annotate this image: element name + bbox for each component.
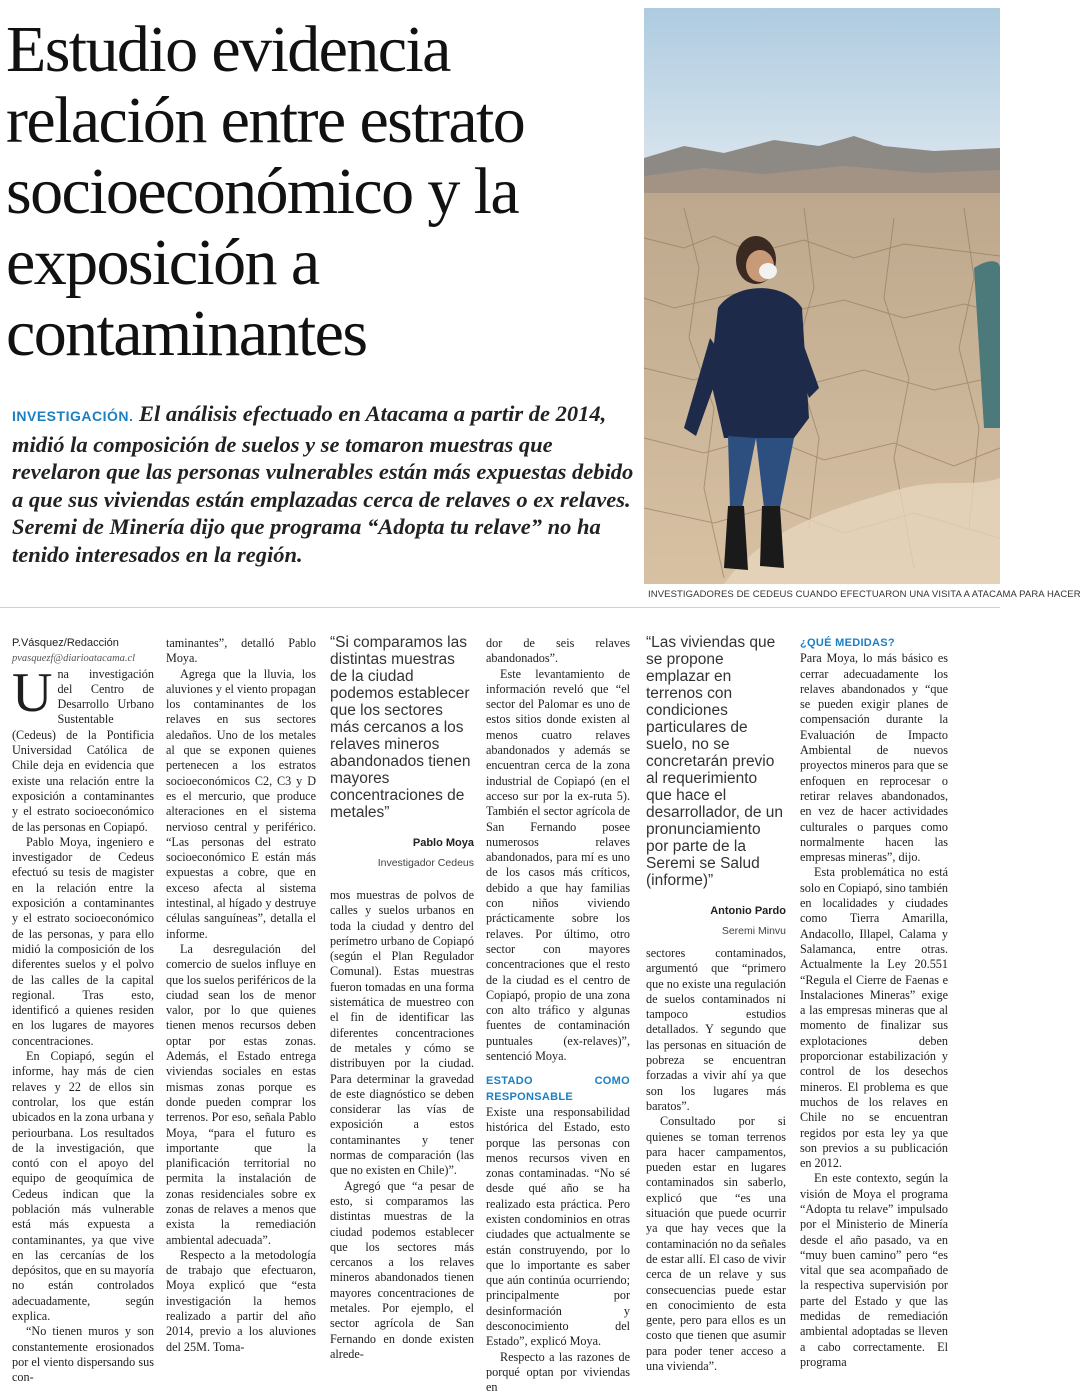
paragraph: La desregulación del comercio de suelos influye en que los suelos periféricos de la ciudad sean los de menor valor, por lo que quienes tienen menos recursos deben optar por estas zonas. Además, el Estado entrega viviendas sociales en estas mismas zonas porque es donde pueden comprar los terrenos. Por eso, señala Pablo Moya, “para el futuro es importante que la planificación territorial no permita la instalación de zonas residenciales sobre ex zonas de relaves a menos que exista la remediación ambiental adecuada”. <box>166 941 316 1247</box>
article-column-3 <box>330 888 474 1362</box>
paragraph: Para Moya, lo más básico es cerrar adecuadamente los relaves abandonados y “que se pueden exigir planes de compensación durante la Evaluación de Impacto Ambiental de nuevos proyectos mineros para que se enfoquen en reprocesar o retirar relaves abandonados, en vez de hacer actividades culturales o parques como normalmente hacen las empresas mineras”, dijo. <box>800 651 948 865</box>
paragraph: En Copiapó, según el informe, hay más de cien relaves y 22 de ellos sin controlar, los que están ubicados en la zona urbana y periourbana. Los resultados de la investigación, que contó con el apoyo del equipo de geoquímica de Cedeus indican que la población más vulnerable está más expuesta a contaminantes, ya que vive en las cercanías de los depósitos, que en su mayoría no están controlados adecuadamente, según explica. <box>12 1049 154 1324</box>
headline-line: socioeconómico y la <box>6 155 519 228</box>
headline-line: Estudio evidencia <box>6 13 450 86</box>
paragraph: Pablo Moya, ingeniero e investigador de Cedeus efectuó su tesis de magister en la relación entre la exposición a contaminantes y el estrato socioeconómico de las personas, y para ello midió la composición de los diferentes suelos y el polvo de las calles de la capital regional. Tras esto, identificó a quienes residen en los lugares de mayores concentraciones. <box>12 834 154 1048</box>
article-column-1 <box>12 636 154 1386</box>
paragraph: Agregó que “a pesar de esto, si comparamos las distintas muestras de la ciudad podemos establecer que los sectores más cercanos a los relaves mineros abandonados tienen mayores concentraciones de metales. Por ejemplo, el sector agrícola de San Fernando en donde existen alrede- <box>330 1178 474 1361</box>
lede-text: El análisis efectuado en Atacama a partir de 2014, midió la composición de suelos y se tomaron muestras que revelaron que las personas vulnerables están más expuestas debido a que sus viviendas están emplazadas cerca de relaves o ex relaves. Seremi de Minería dijo que programa “Adopta tu relave” no ha tenido interesados en la región. <box>12 401 634 567</box>
paragraph: Agrega que la lluvia, los aluviones y el viento propagan los contaminantes de los relaves en sus sectores aledaños. Uno de los metales al que se exponen quienes pertenecen a los estratos socioeconómicos C2, C3 y D es el mercurio, que produce alteraciones en el sistema nervioso central y periférico. “Las personas del estrato socioeconómico E están más expuestas a cobre, que en exceso afecta al sistema intestinal, al hígado y destruye células sanguíneas”, detalla el informe. <box>166 666 316 941</box>
headline-line: contaminantes <box>6 297 367 370</box>
desert-photo-illustration <box>644 8 1000 584</box>
paragraph <box>12 661 154 835</box>
pull-quote-text: “Las viviendas que se propone emplazar en terrenos con condiciones particulares de suelo, no se concretarán previo al requerimiento que hace el desarrollador, de un pronunciamiento por parte de la Seremi se Salud (informe)” <box>646 634 784 889</box>
author-email: pvasquezf@diarioatacama.cl <box>12 653 136 665</box>
paragraph: mos muestras de polvos de calles y suelos urbanos en toda la ciudad y dentro del perímetro urbano de Copiapó (según el Plan Regulador Comunal). Estas muestras fueron tomadas en una forma sistemática de muestreo con el fin de identificar las diferentes concentraciones de metales y cómo se distribuyen por la ciudad. Para determinar la gravedad de este diagnóstico se deben considerar las vías de exposición a estos contaminantes y tener normas de comparación (las que no existen en Chile)”. <box>330 888 474 1178</box>
paragraph: Este levantamiento de información reveló que “el sector del Palomar es uno de estos sitios donde existen al menos cuatro relaves abandonados y además se encuentran cerca de la zona industrial de Copiapó (en el acceso sur por la ex-ruta 5). También el sector agrícola de San Fernando posee numerosos relaves abandonados, para mí es uno de los casos más críticos, debido a que hay familias con niños viviendo prácticamente sobre los relaves. Por último, otro sector con mayores concentraciones que el resto de la ciudad es el centro de Copiapó, propio de una zona con alto tráfico y algunas fuentes de contaminación puntuales (ex-relaves)”, sentenció Moya. <box>486 666 630 1064</box>
headline-line: relación entre estrato <box>6 84 525 157</box>
paragraph: Esta problemática no está solo en Copiapó, sino también en localidades y ciudades como Tierra Amarilla, Andacollo, Illapel, Calama y Salamanca, entre otras. Actualmente la Ley 20.551 “Regula el Cierre de Faenas e Instalaciones Mineras” exige a las empresas mineras que al momento de finalizar sus explotaciones deben proporcionar estabilización y control de los desechos mineros. El problema es que muchos de los relaves en Chile no se encuentran regidos por esta ley ya que son previos a su publicación en 2012. <box>800 865 948 1171</box>
paragraph-text: na investigación del Centro de Desarrollo Urbano Sustentable (Cedeus) de la Pontificia Universidad Católica de Chile deja en evidencia que existe una relación entre la exposición a contaminantes y el estrato socioeconómico de las personas en Copiapó. <box>12 666 154 834</box>
pull-quote-role: Investigador Cedeus <box>377 857 474 869</box>
article-column-5 <box>646 946 786 1374</box>
pull-quote-name: Antonio Pardo <box>710 905 786 917</box>
byline: P.Vásquez/Redacción <box>12 637 119 649</box>
article-column-2 <box>166 636 316 1355</box>
section-subhead: ESTADO COMO RESPONSABLE <box>486 1075 630 1103</box>
article-photo <box>644 8 1000 584</box>
pull-quote-pardo <box>646 634 786 940</box>
paragraph: Existe una responsabilidad histórica del Estado, esto porque las personas con menos recursos viven en zonas contaminadas. “No sé desde qué año se ha realizado esta práctica. Pero existen condominios en otras ciudades que actualmente se están construyendo, por lo que lo importante es saber que aún continúa ocurriendo; principalmente por desinformación y desconocimiento del Estado”, explicó Moya. <box>486 1104 630 1349</box>
headline <box>6 14 636 369</box>
article-column-4 <box>486 636 630 1396</box>
pull-quote-text: “Si comparamos las distintas muestras de la ciudad podemos establecer que los sectores más cercanos a los relaves mineros abandonados tienen mayores concentraciones de metales” <box>330 634 471 821</box>
article-column-6 <box>800 636 948 1370</box>
paragraph: Consultado por si quienes se toman terrenos para hacer campamentos, pueden estar en lugares contaminados sin saberlo, explicó que “es una situación que puede ocurrir ya que hay veces que la contaminación no da señales de estar allí. El caso de vivir cerca de un relave y sus consecuencias puede estar en conocimiento de esta gente, pero para ellos es un costo que tienen que asumir para poder tener acceso a una vivienda”. <box>646 1114 786 1374</box>
headline-line: exposición a <box>6 226 319 299</box>
paragraph: “No tienen muros y son constantemente erosionados por el viento dispersando sus con- <box>12 1324 154 1385</box>
pull-quote-role: Seremi Minvu <box>721 925 786 937</box>
paragraph: dor de seis relaves abandonados”. <box>486 636 630 666</box>
paragraph: sectores contaminados, argumentó que “primero que no existe una regulación de suelos contaminados ni tampoco estudios detallados. Y segundo que las personas en situación de pobreza se encuentran forzadas a vivir ahí ya que son los lugares más baratos”. <box>646 946 786 1113</box>
pull-quote-moya <box>330 634 474 872</box>
lede-paragraph <box>12 400 634 569</box>
photo-caption: INVESTIGADORES DE CEDEUS CUANDO EFECTUARON UNA VISITA A ATACAMA PARA HACER <box>648 589 1081 600</box>
section-subhead: ¿QUÉ MEDIDAS? <box>800 637 895 649</box>
paragraph: Respecto a la metodología de trabajo que efectuaron, Moya explicó que “esta investigación la hemos realizado a partir del año 2014, previo a los aluviones del 25M. Toma- <box>166 1247 316 1354</box>
drop-cap: U <box>12 661 53 724</box>
paragraph: Respecto a las razones de porqué optan por viviendas en <box>486 1349 630 1395</box>
section-divider <box>0 607 1000 608</box>
paragraph: En este contexto, según la visión de Moya el programa “Adopta tu relave” impulsado por el Ministerio de Minería desde el año pasado, va en “muy buen camino” pero “es vital que sea acompañado de la respectiva supervisión por parte del Estado y que las medidas de remediación ambiental adoptadas se lleven a cabo correctamente. El programa <box>800 1171 948 1369</box>
paragraph: taminantes”, detalló Pablo Moya. <box>166 636 316 666</box>
kicker-label: INVESTIGACIÓN. <box>12 408 134 424</box>
pull-quote-name: Pablo Moya <box>412 837 474 849</box>
